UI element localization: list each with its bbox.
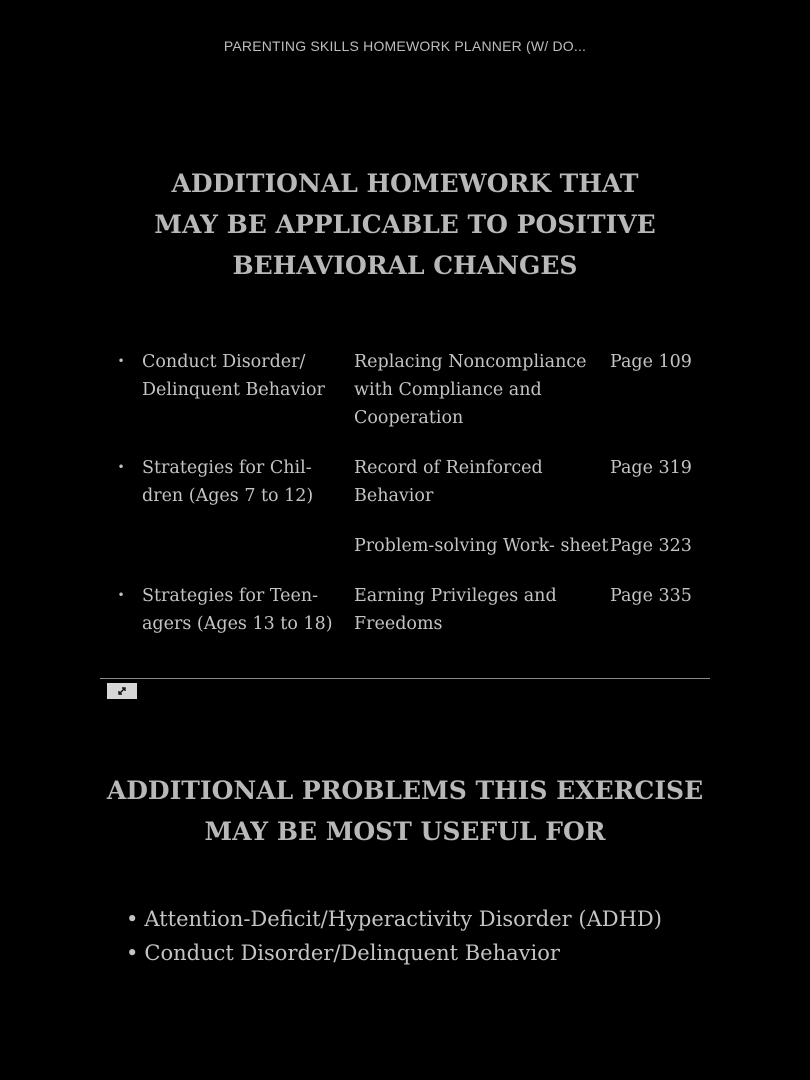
problem-list — [126, 902, 662, 970]
list-item — [126, 936, 662, 970]
table-divider — [100, 678, 710, 679]
page-cell: Page 323 — [610, 536, 692, 556]
page-cell: Page 109 — [610, 352, 692, 372]
expand-arrows-icon — [115, 686, 129, 696]
row-bullet: • — [117, 588, 125, 602]
problem-cell: Strategies for Teen- agers (Ages 13 to 18) — [142, 586, 333, 634]
list-bullet: • — [126, 941, 139, 965]
homework-title-line: ADDITIONAL HOMEWORK THAT — [171, 169, 639, 198]
homework-section-title — [0, 163, 810, 286]
page-cell: Page 319 — [610, 458, 692, 478]
table-row — [100, 582, 710, 650]
table-row — [100, 454, 710, 532]
table-row — [100, 348, 710, 454]
table-row — [100, 532, 710, 582]
list-item-text: Conduct Disorder/Delinquent Behavior — [144, 941, 560, 965]
exercise-cell: Problem-solving Work- sheet — [354, 536, 609, 556]
problem-cell — [142, 532, 354, 582]
row-bullet: • — [117, 460, 125, 474]
homework-title-line: BEHAVIORAL CHANGES — [232, 251, 578, 280]
list-bullet: • — [126, 907, 139, 931]
exercise-cell: Earning Privileges and Freedoms — [354, 586, 557, 634]
running-header: PARENTING SKILLS HOMEWORK PLANNER (W/ DO... — [223, 38, 587, 54]
page-cell: Page 335 — [610, 586, 692, 606]
problems-title-line: MAY BE MOST USEFUL FOR — [204, 817, 606, 846]
homework-table — [100, 348, 710, 650]
problems-section-title — [0, 770, 810, 852]
expand-table-button[interactable] — [107, 683, 137, 699]
exercise-cell: Replacing Noncompliance with Compliance and Cooperation — [354, 352, 587, 428]
list-item — [126, 902, 662, 936]
exercise-cell: Record of Reinforced Behavior — [354, 458, 543, 506]
problem-cell: Conduct Disorder/ Delinquent Behavior — [142, 352, 325, 400]
homework-title-line: MAY BE APPLICABLE TO POSITIVE — [154, 210, 656, 239]
row-bullet: • — [117, 354, 125, 368]
problems-title-line: ADDITIONAL PROBLEMS THIS EXERCISE — [106, 776, 704, 805]
problem-cell: Strategies for Chil- dren (Ages 7 to 12) — [142, 458, 314, 506]
list-item-text: Attention-Deficit/Hyperactivity Disorder (ADHD) — [144, 907, 662, 931]
